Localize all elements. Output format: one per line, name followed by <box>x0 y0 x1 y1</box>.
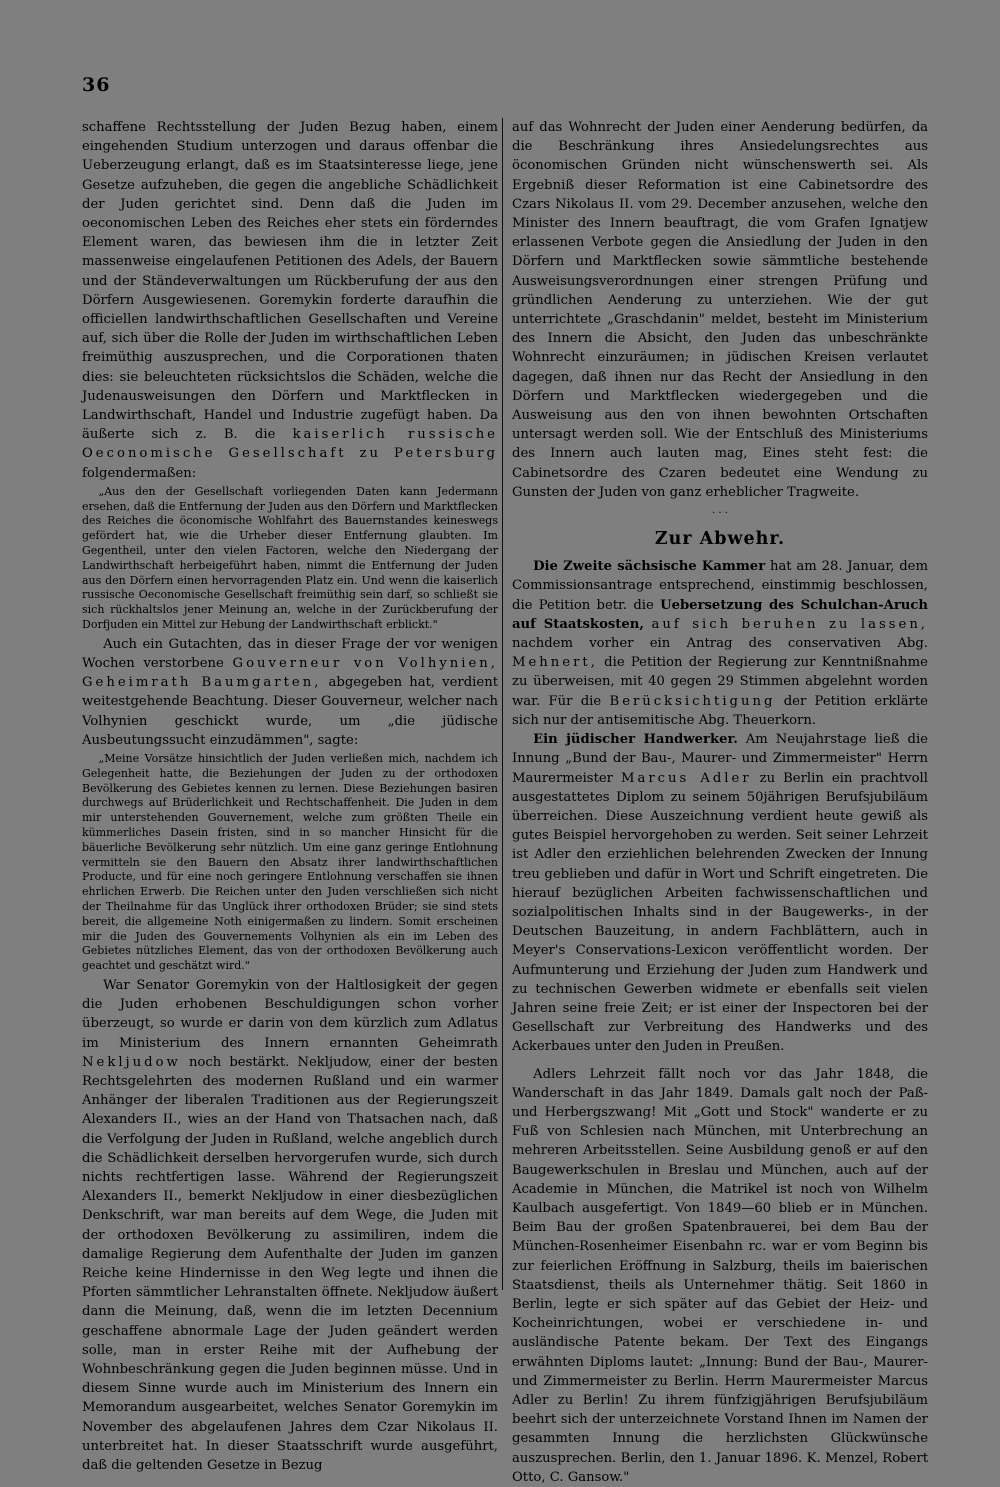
paragraph <box>512 557 928 730</box>
text: abgegeben hat, verdient weitestgehende Beachtung. Dieser Gouverneur, welcher nach Volhynien geschickt wurde, um „die jüdische Ausbeutungssucht einzudämmen", sagte: <box>82 675 498 748</box>
emphasis: Gouverneur von Volhynien, Geheimrath Baumgarten, <box>82 656 498 691</box>
quotation: „Aus den der Gesellschaft vorliegenden Daten kann Jedermann ersehen, daß die Entfernung der Juden aus den Dörfern und Marktflecken des Reiches die öconomische Wohlfahrt des Bauernstandes keineswegs gefördert hat, wie die Urheber dieser Entfernung glaubten. Im Gegentheil, unter den vielen Factoren, welche den Niedergang der Landwirthschaft herbeigeführt haben, nimmt die Entfernung der Juden aus den Dörfern einen hervorragenden Platz ein. Und wenn die kaiserlich russische Oeconomische Gesellschaft freimüthig sein darf, so schließt sie sich rückhaltslos jener Meinung an, welche in der Zurückberufung der Dorfjuden ein Mittel zur Hebung der Landwirthschaft erblickt." <box>82 484 498 632</box>
separator-dots: . . . <box>712 505 728 517</box>
text: schaffene Rechtsstellung der Juden Bezug haben, einem eingehenden Studium unterzogen und daraus offenbar die Ueberzeugung erlangt, daß es im Staatsinteresse liege, jene Gesetze aufzuheben, die gegen die angebliche Schädlichkeit der Juden gerichtet sind. Denn daß die Juden im oeconomischen Leben des Reiches eher stets ein förderndes Element waren, das bewiesen ihm die in letzter Zeit massenweise eingelaufenen Petitionen des Adels, der Bauern und der Ständeverwaltungen um Rückberufung der aus den Dörfern Ausgewiesenen. Goremykin forderte daraufhin die officiellen landwirthschaftlichen Gesellschaften und Vereine auf, sich über die Rolle der Juden im wirthschaftlichen Leben freimüthig auszusprechen, und die Corporationen thaten dies: sie beleuchteten rücksichtslos die Schäden, welche die Judenausweisungen den Dörfern und Marktflecken in Landwirthschaft, Handel und Industrie zugefügt haben. Da äußerte sich z. B. die <box>82 120 498 443</box>
emphasis: Mehnert, <box>512 655 598 671</box>
left-column <box>82 118 498 1475</box>
right-column <box>512 118 928 1487</box>
paragraph <box>82 976 498 1475</box>
paragraph: Adlers Lehrzeit fällt noch vor das Jahr 1848, die Wanderschaft in das Jahr 1849. Damals galt noch der Paß- und Herbergszwang! Mit „Gott und Stock" wanderte er zu Fuß von Schlesien nach München, mit Unterbrechung an mehreren Arbeitsstellen. Seine Ausbildung genoß er auf den Baugewerkschulen in Breslau und München, auch auf der Academie in München, die Matrikel ist noch von Wilhelm Kaulbach ausgefertigt. Von 1849—60 blieb er in München. Beim Bau der großen Spatenbrauerei, bei dem Bau der München-Rosenheimer Eisenbahn rc. war er vom Beginn bis zur feierlichen Eröffnung in Salzburg, theils im baierischen Staatsdienst, theils als Unternehmer thätig. Seit 1860 in Berlin, legte er sich später auf das Gebiet der Heiz- und Kocheinrichtungen, wobei er verschiedene in- und ausländische Patente bekam. Der Text des Eingangs erwähnten Diploms lautet: „Innung: Bund der Bau-, Maurer- und Zimmermeister zu Berlin. Herrn Maurermeister Marcus Adler zu Berlin! Zu ihrem fünfzigjährigen Berufsjubiläum beehrt sich der unterzeichnete Vorstand Ihnen im Namen der gesammten Innung die herzlichsten Glückwünsche auszusprechen. Berlin, den 1. Januar 1896. K. Menzel, Robert Otto, C. Gansow." <box>512 1066 928 1485</box>
text: Auch ein Gutachten, das in dieser Frage der vor wenigen Wochen verstorbene <box>82 636 498 672</box>
section-heading: Zur Abwehr. <box>654 529 786 550</box>
emphasis: Uebersetzung des Schulchan-Aruch auf Staatskosten, <box>512 597 928 632</box>
paragraph <box>512 730 928 1056</box>
text: hat am 28. Januar, dem Commissionsantrage entsprechend, einstimmig beschlossen, die Petition betr. die <box>512 559 928 613</box>
paragraph: auf das Wohnrecht der Juden einer Aenderung bedürfen, da die Beschränkung ihres Ansiedelungsrechtes aus öconomischen Gründen nicht wünschenswerth sei. Als Ergebniß dieser Reformation ist eine Cabinetsordre des Czars Nikolaus II. vom 29. December anzusehen, welche den Minister des Innern beauftragt, die vom Grafen Ignatjew erlassenen Verbote gegen die Ansiedlung der Juden in den Dörfern und Marktflecken sowie sämmtliche bestehende Ausweisungsverordnungen einer strengen Prüfung und gründlichen Aenderung zu unterziehen. Wie der gut unterrichtete „Graschdanin" meldet, besteht im Ministerium des Innern die Absicht, den Juden das unbeschränkte Wohnrecht einzuräumen; in jüdischen Kreisen verlautet dagegen, daß ihnen nur das Recht der Ansiedlung in den Dörfern und Marktflecken wiedergegeben und die Ausweisung aus den von ihnen bewohnten Ortschaften untersagt werden soll. Wie der Entschluß des Ministeriums des Innern auch lauten mag, Eines steht fest: die Cabinetsordre des Czaren bedeutet eine Wendung zu Gunsten der Juden von ganz erheblicher Tragweite. <box>512 120 928 500</box>
column-divider <box>502 118 503 1290</box>
emphasis: Berücksichtigung <box>609 693 776 709</box>
text: nachdem vorher ein Antrag des conservativen Abg. <box>512 636 928 652</box>
lead-in: Die Zweite sächsische Kammer <box>533 559 766 575</box>
paragraph <box>82 118 498 483</box>
text: Am Neujahrstage ließ die Innung „Bund der Bau-, Maurer- und Zimmermeister" Herrn Maurermeister <box>512 732 928 786</box>
paragraph <box>82 635 498 750</box>
emphasis: Marcus Adler <box>621 770 752 786</box>
emphasis: auf sich beruhen zu lassen, <box>651 616 929 632</box>
emphasis: kaiserlich russische Oeconomische Gesellschaft zu Petersburg <box>82 427 498 462</box>
emphasis: Nekljudow <box>82 1054 181 1070</box>
text: noch bestärkt. Nekljudow, einer der besten Rechtsgelehrten des modernen Rußland und ein warmer Anhänger der liberalen Traditionen aus der Regierungszeit Alexanders II., wies an der Hand von Thatsachen nach, daß die Verfolgung der Juden in Rußland, welche angeblich durch die Schädlichkeit derselben hervorgerufen wurde, sich durch nichts rechtfertigen lasse. Während der Regierungszeit Alexanders II., bemerkt Nekljudow in einer diesbezüglichen Denkschrift, war man bereits auf dem Wege, die Juden mit der orthodoxen Bevölkerung zu assimiliren, indem die damalige Regierung dem Aufenthalte der Juden im ganzen Reiche keine Hindernisse in den Weg legte und ihnen die Pforten sämmtlicher Lehranstalten öffnete. Nekljudow äußert dann die Meinung, daß, wenn die im letzten Decennium geschaffene abnormale Lage der Juden geändert werden solle, man in erster Reihe mit der Aufhebung der Wohnbeschränkung gegen die Juden beginnen müsse. Und in diesem Sinne wurde auch im Ministerium des Innern ein Memorandum ausgearbeitet, welches Senator Goremykin im November des abgelaufenen Jahres dem Czar Nikolaus II. unterbreitet hat. In dieser Staatsschrift wurde ausgeführt, daß die geltenden Gesetze in Bezug <box>82 1054 498 1474</box>
text: zu Berlin ein prachtvoll ausgestattetes Diplom zu seinem 50jährigen Berufsjubiläum überreichen. Diese Auszeichnung verdient heute gewiß als gutes Beispiel hervorgehoben zu werden. Seit seiner Lehrzeit ist Adler den erziehlichen belehrenden Zwecken der Innung treu geblieben und dafür in Wort und Schrift eingetreten. Die hierauf bezüglichen Arbeiten fachwissenschaftlichen und sozialpolitischen Inhalts sind in der Baugewerks-, in der Deutschen Bauzeitung, in andern Fachblättern, auch in Meyer's Conservations-Lexicon veröffentlicht worden. Der Aufmunterung und Erziehung der Juden zum Handwerk und zu technischen Gewerben widmete er ebenfalls seit vielen Jahren seine freie Zeit; er ist einer der Inspectoren bei der Gesellschaft zur Verbreitung des Handwerks und des Ackerbaues unter den Juden in Preußen. <box>512 770 928 1055</box>
text: die Petition der Regierung zur Kenntnißnahme zu überweisen, mit 40 gegen 29 Stimmen abgelehnt worden war. Für die <box>512 655 928 709</box>
quotation: „Meine Vorsätze hinsichtlich der Juden verließen mich, nachdem ich Gelegenheit hatte, die Beziehungen der Juden zu der orthodoxen Bevölkerung des Gebietes kennen zu lernen. Diese Beziehungen basiren durchwegs auf Brüderlichkeit und Rechtschaffenheit. Die Juden in dem mir unterstehenden Gouvernement, welche zum größten Theile ein kümmerliches Dasein fristen, sind in so mancher Hinsicht für die bäuerliche Bevölkerung sehr nützlich. Um eine ganz geringe Entlohnung vermitteln sie den Bauern den Absatz ihrer landwirthschaftlichen Producte, und für eine noch geringere Entlohnung verschaffen sie ihnen ehrlichen Erwerb. Die Reichen unter den Juden verschließen sich nicht der Theilnahme für das Unglück ihrer orthodoxen Brüder; sie sind stets bereit, die allgemeine Noth einigermaßen zu lindern. Somit erscheinen mir die Juden des Gouvernements Volhynien als ein im Leben des Gebietes nützliches Element, das von der orthodoxen Bevölkerung auch geachtet und geschätzt wird." <box>82 752 498 973</box>
text: der Petition erklärte sich nur der antisemitische Abg. Theuerkorn. <box>512 693 928 728</box>
lead-in: Ein jüdischer Handwerker. <box>533 732 738 748</box>
text: folgendermaßen: <box>82 465 197 481</box>
text: War Senator Goremykin von der Haltlosigkeit der gegen die Juden erhobenen Beschuldigungen schon vorher überzeugt, so wurde er darin von dem kürzlich zum Adlatus im Ministerium des Innern ernannten Geheimrath <box>82 978 498 1051</box>
page-number: 36 <box>82 74 111 96</box>
